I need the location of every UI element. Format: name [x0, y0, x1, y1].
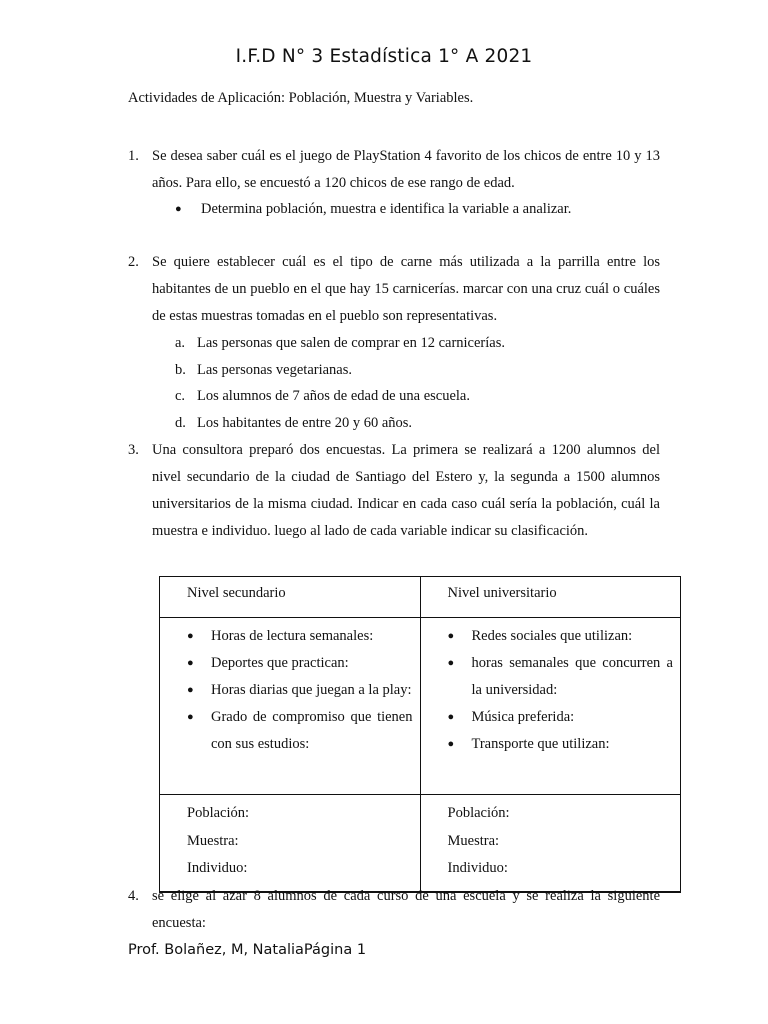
universitario-variable-list: [422, 619, 680, 758]
question-3: [128, 437, 660, 545]
secundario-answer-cell: [160, 795, 421, 893]
poblacion-label: Población:: [447, 805, 510, 821]
poblacion-label: Población:: [187, 805, 250, 821]
muestra-label: Muestra:: [447, 832, 500, 849]
list-item: ● Deportes que practican:: [187, 650, 413, 677]
question-2-option-a: [175, 330, 505, 357]
option-text: Los habitantes de entre 20 y 60 años.: [197, 415, 413, 431]
bullet-icon: ●: [175, 203, 182, 215]
secundario-variables-cell: [160, 618, 421, 795]
option-letter: c.: [175, 388, 186, 404]
list-item: ● Música preferida:: [448, 704, 674, 731]
option-letter: a.: [175, 335, 186, 351]
universitario-answer-cell: [420, 795, 681, 893]
question-1-number: 1.: [128, 148, 139, 164]
option-letter: b.: [175, 362, 186, 378]
option-letter: d.: [175, 415, 186, 431]
table-header-secundario: [160, 577, 421, 618]
question-1-text: Se desea saber cuál es el juego de PlayStation 4 favorito de los chicos de entre 10 y 13 años. Para ello, se encuestó a 120 chicos de ese rango de edad.: [152, 148, 660, 191]
option-text: Las personas vegetarianas.: [197, 362, 353, 378]
question-1-bullet-text: Determina población, muestra e identifica la variable a analizar.: [201, 201, 572, 217]
question-2: [128, 249, 660, 330]
question-2-text: Se quiere establecer cuál es el tipo de carne más utilizada a la parrilla entre los habitantes de un pueblo en el que hay 15 carnicerías. marcar con una cruz cuál o cuáles de estas muestras tomadas en el pueblo son representativas.: [152, 254, 660, 324]
question-2-option-b: [175, 357, 352, 384]
question-2-option-d: [175, 410, 412, 437]
question-1: [128, 143, 660, 197]
activity-subtitle: Actividades de Aplicación: Población, Muestra y Variables.: [128, 90, 474, 106]
question-4-number: 4.: [128, 888, 139, 904]
question-3-text: Una consultora preparó dos encuestas. La primera se realizará a 1200 alumnos del nivel secundario de la ciudad de Santiago del Estero y, la segunda a 1500 alumnos universitarios de la misma ciudad. Indicar en cada caso cuál sería la población, cuál la muestra e individuo. luego al lado de cada variable indicar su clasificación.: [152, 442, 660, 539]
document-title: I.F.D N° 3 Estadística 1° A 2021: [235, 46, 533, 67]
question-4: [128, 883, 660, 937]
muestra-label: Muestra:: [187, 832, 239, 849]
list-item: ● Horas diarias que juegan a la play:: [187, 677, 413, 704]
list-item: ● Horas de lectura semanales:: [187, 623, 413, 650]
question-2-number: 2.: [128, 254, 139, 270]
question-1-bullet: [175, 196, 571, 223]
header-label: Nivel universitario: [447, 585, 557, 601]
option-text: Los alumnos de 7 años de edad de una escuela.: [197, 388, 470, 404]
option-text: Las personas que salen de comprar en 12 carnicerías.: [197, 335, 505, 351]
header-label: Nivel secundario: [187, 585, 286, 601]
list-item: ● horas semanales que concurren a la universidad:: [448, 650, 674, 704]
question-2-option-c: [175, 383, 470, 410]
individuo-label: Individuo:: [187, 860, 248, 876]
variables-table: [159, 576, 681, 893]
question-4-text: se elige al azar 8 alumnos de cada curso de una escuela y se realiza la siguiente encuesta:: [152, 888, 660, 931]
question-3-number: 3.: [128, 442, 139, 458]
secundario-variable-list: [161, 619, 419, 758]
list-item: ● Transporte que utilizan:: [448, 731, 674, 758]
list-item: ● Redes sociales que utilizan:: [448, 623, 674, 650]
universitario-variables-cell: [420, 618, 681, 795]
individuo-label: Individuo:: [447, 860, 508, 876]
table-header-universitario: [420, 577, 681, 618]
list-item: ● Grado de compromiso que tienen con sus estudios:: [187, 704, 413, 758]
page-footer: Prof. Bolañez, M, NataliaPágina 1: [128, 942, 367, 958]
